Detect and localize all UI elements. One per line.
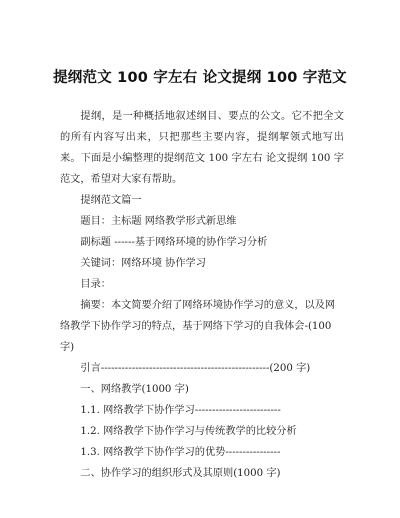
section-heading: 提纲范文篇一 xyxy=(80,195,142,206)
toc-item: 1.3. 网络教学下协作学习的优势---------------- xyxy=(80,447,281,458)
subtitle-line: 副标题 ------基于网络环境的协作学习分析 xyxy=(80,237,268,248)
toc-item: 1.2. 网络教学下协作学习与传统教学的比较分析 xyxy=(80,426,297,437)
abstract-paragraph: 摘要：本文简要介绍了网络环境协作学习的意义，以及网络教学下协作学习的特点，基于网络下学习的自我体会-(100 字) xyxy=(60,300,336,353)
toc-item: 引言-------------------------------------------------(200 字) xyxy=(80,363,311,374)
keywords-line: 关键词：网络环境 协作学习 xyxy=(80,258,206,269)
contents-label: 目录： xyxy=(80,279,111,290)
intro-paragraph: 提纲，是一种概括地叙述纲目、要点的公文。它不把全文的所有内容写出来，只把那些主要内容，提纲挈领式地写出来。下面是小编整理的提纲范文 100 字左右 论文提纲 100 字范文，希望对大家有帮助。 xyxy=(60,111,344,185)
toc-item: 二、协作学习的组织形式及其原则(1000 字) xyxy=(80,468,281,479)
toc-item: 一、网络教学(1000 字) xyxy=(80,384,189,395)
title-line: 题目：主标题 网络教学形式新思维 xyxy=(80,216,237,227)
toc-item: 1.1. 网络教学下协作学习------------------------- xyxy=(80,405,281,416)
document-title: 提纲范文 100 字左右 论文提纲 100 字范文 xyxy=(53,70,347,86)
document-body xyxy=(60,106,344,484)
